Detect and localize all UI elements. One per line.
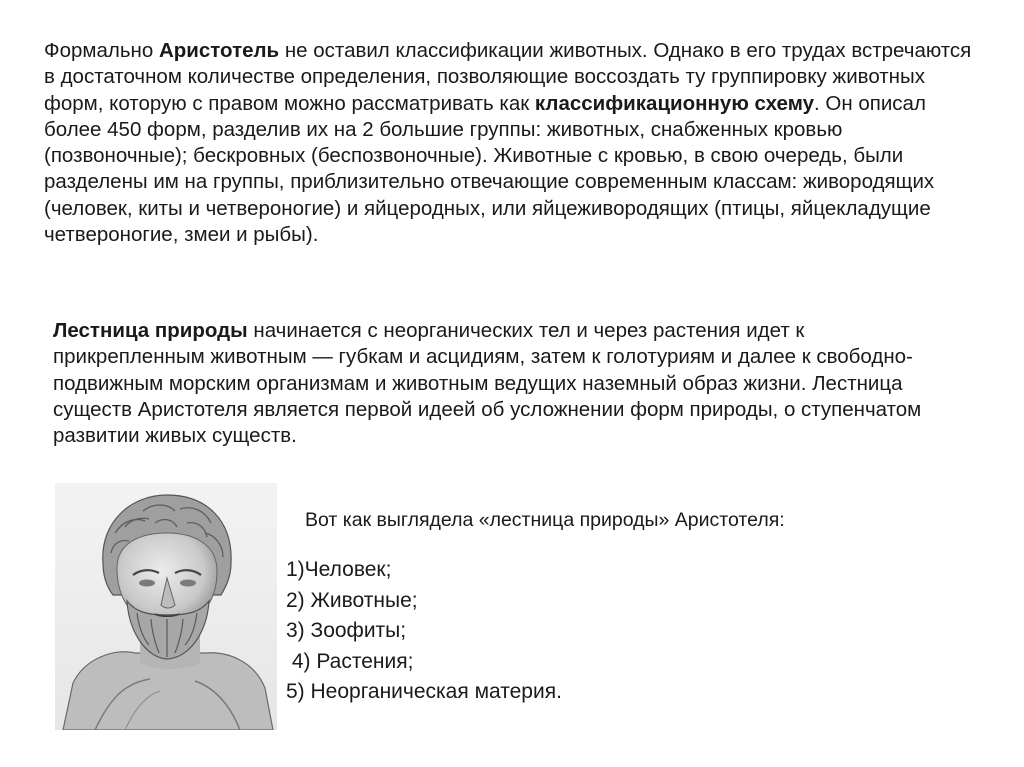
p2-text: начинается с неорганических тел и через растения идет к прикрепленным животным — губкам и асцидиям, затем к голотуриям и далее к свободно-подвижным морским организмам и животным ведущих наземный образ жизни. Лестница существ Аристотеля является первой идеей об усложнении форм природы, о ступенчатом развитии живых существ.: [53, 319, 922, 448]
p1-bold-scheme: классификационную схему: [534, 91, 814, 115]
ladder-caption: Вот как выглядела «лестница природы» Аристотеля:: [305, 509, 785, 531]
paragraph-ladder: [53, 318, 953, 449]
p1-bold-aristotle: Аристотель: [158, 39, 280, 62]
p2-bold-ladder: Лестница природы: [53, 319, 248, 342]
ladder-item: 4) Растения;: [286, 649, 414, 673]
ladder-item: 5) Неорганическая материя.: [286, 680, 562, 703]
p1-tail: . Он описал более 450 форм, разделив их на 2 большие группы: животных, снабженных кровью (позвоночные); бескровных (беспозвоночные). Животные с кровью, в свою очередь, были разделены им на группы, приблизительно отвечающие современным классам: живородящих (человек, киты и четвероногие) и яйцеродных, или яйцеживородящих (птицы, яйцекладущие четвероногие, змеи и рыбы).: [44, 91, 935, 247]
aristotle-bust-icon: [55, 483, 277, 730]
p1-lead: Формально: [44, 39, 159, 62]
paragraph-classification: [44, 38, 984, 248]
ladder-item: 1)Человек;: [286, 558, 392, 581]
ladder-item: 2) Животные;: [286, 588, 418, 612]
p1-mid: не оставил классификации животных. Однако в его трудах встречаются в достаточном количестве определения, позволяющие воссоздать ту группировку животных форм, которую с правом можно рассматривать как: [44, 39, 972, 115]
ladder-list: [286, 555, 562, 708]
ladder-item: 3) Зоофиты;: [286, 619, 407, 642]
